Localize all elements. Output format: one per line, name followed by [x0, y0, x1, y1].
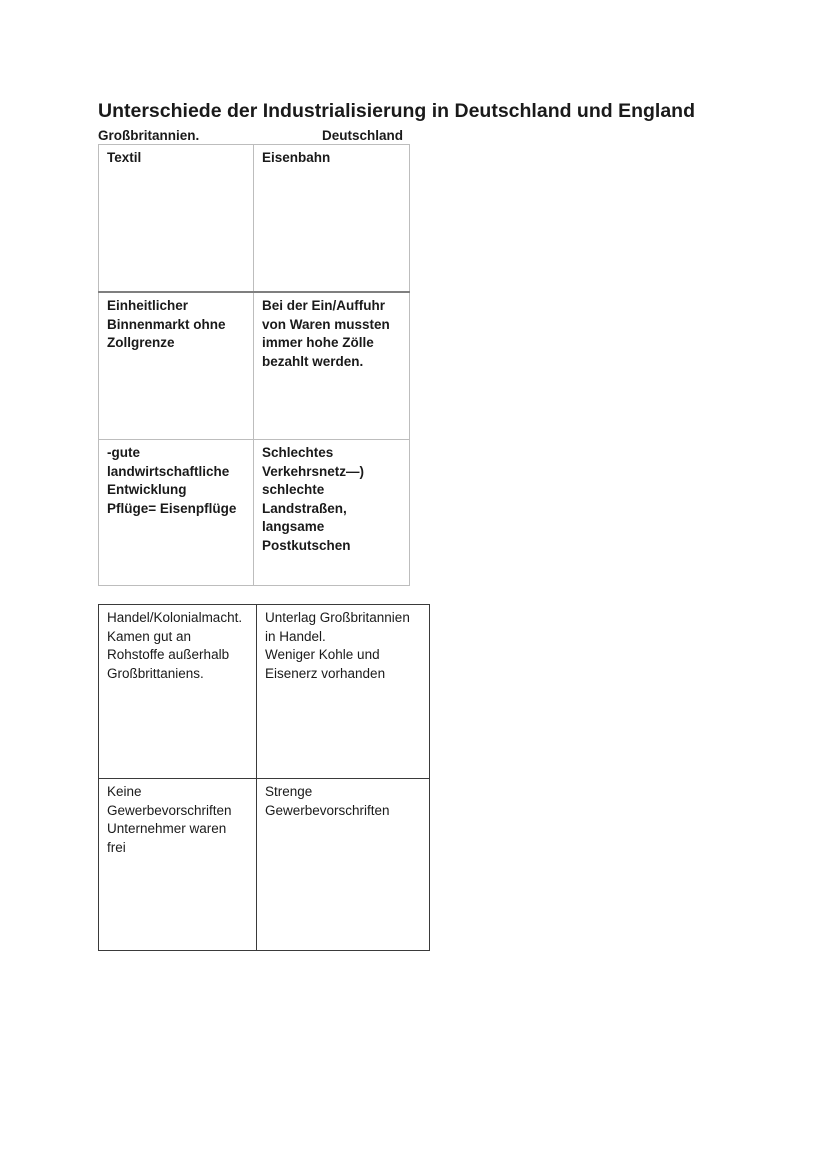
cell-line: Strenge [265, 784, 313, 799]
cell-line: Gewerbevorschriften [265, 802, 390, 818]
table-cell-de [254, 440, 410, 586]
cell-line: langsame [262, 519, 325, 534]
page-title: Unterschiede der Industrialisierung in Deutschland und England [98, 100, 695, 122]
cell-line: immer hohe Zölle [262, 335, 374, 350]
table-cell-gb [99, 145, 254, 293]
cell-line: schlechte [262, 482, 325, 497]
table-row [99, 145, 410, 293]
cell-line: Handel/Kolonialmacht. [107, 610, 243, 625]
cell-line: Keine [107, 784, 142, 799]
cell-line: in Handel. [265, 628, 326, 644]
cell-line: -gute [107, 445, 140, 460]
cell-line: bezahlt werden. [262, 353, 364, 369]
cell-line: Einheitlicher [107, 298, 189, 313]
cell-line: Weniger Kohle und [265, 647, 380, 662]
table-row [99, 605, 430, 779]
cell-line: Unternehmer waren [107, 821, 227, 836]
cell-line: Textil [107, 150, 142, 165]
cell-line: Kamen gut an [107, 628, 192, 644]
cell-line: Binnenmarkt ohne [107, 316, 226, 332]
cell-line: Entwicklung [107, 482, 187, 497]
cell-line: landwirtschaftliche [107, 463, 230, 479]
cell-line: Rohstoffe außerhalb [107, 647, 230, 662]
comparison-table-1 [98, 144, 410, 586]
cell-line: Schlechtes [262, 445, 334, 460]
cell-line: Gewerbevorschriften [107, 802, 232, 818]
table-cell-gb [99, 605, 257, 779]
cell-line: Pflüge= Eisenpflüge [107, 500, 237, 516]
cell-line: Großbrittaniens. [107, 665, 204, 681]
table-cell-de [257, 605, 430, 779]
cell-line: Zollgrenze [107, 335, 175, 350]
table-cell-de [254, 292, 410, 440]
table-row [99, 440, 410, 586]
table-cell-gb [99, 292, 254, 440]
cell-line: Bei der Ein/Auffuhr [262, 298, 386, 313]
column-header-grossbritannien: Großbritannien. [98, 128, 200, 143]
table-cell-gb [99, 440, 254, 586]
table-cell-de [254, 145, 410, 293]
cell-line: Eisenbahn [262, 150, 331, 165]
cell-line: Eisenerz vorhanden [265, 665, 386, 681]
cell-line: Verkehrsnetz—) [262, 463, 365, 479]
cell-line: Unterlag Großbritannien [265, 610, 410, 625]
table-cell-de [257, 779, 430, 951]
cell-line: von Waren mussten [262, 316, 390, 332]
comparison-table-2 [98, 604, 430, 951]
table-cell-gb [99, 779, 257, 951]
column-header-deutschland: Deutschland [322, 128, 404, 143]
cell-line: Postkutschen [262, 537, 351, 553]
cell-line: Landstraßen, [262, 500, 347, 516]
cell-line: frei [107, 839, 126, 855]
table-row [99, 292, 410, 440]
table-row [99, 779, 430, 951]
